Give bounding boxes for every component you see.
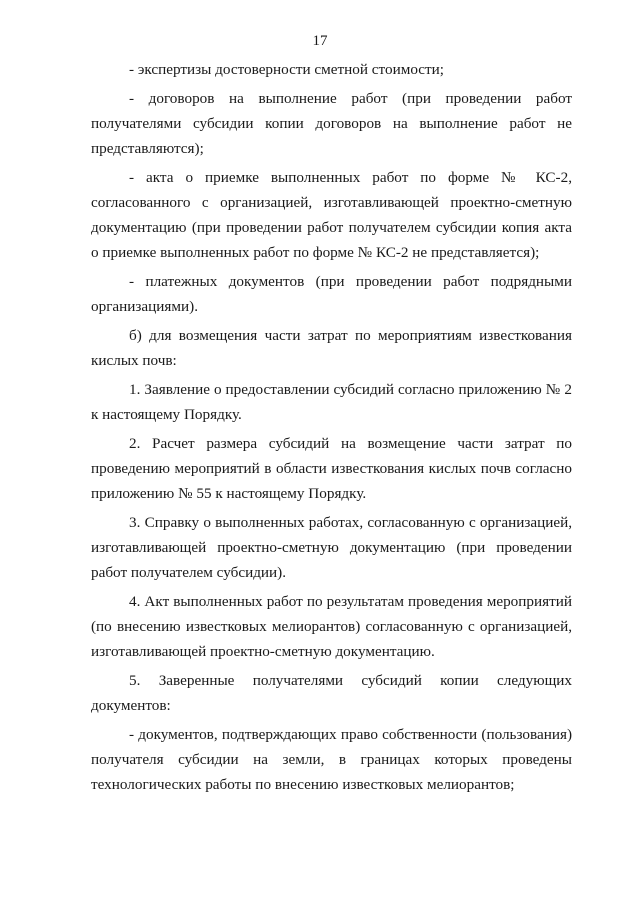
paragraph-acceptance-act: - акта о приемке выполненных работ по форме № КС-2, согласованного с организацией, изготавливающей проектно-сметную документацию (при проведении работ получателем субсидии копия акта о приемке выполненных работ по форме № КС-2 не представляется); — [91, 169, 572, 261]
paragraph-ownership-documents: - документов, подтверждающих право собственности (пользования) получателя субсидии на земли, в границах которых проведены технологических работы по внесению известковых мелиорантов; — [91, 726, 572, 793]
paragraph-item-2: 2. Расчет размера субсидий на возмещение части затрат по проведению мероприятий в области известкования кислых почв согласно приложению № 55 к настоящему Порядку. — [91, 435, 572, 502]
paragraph-item-5: 5. Заверенные получателями субсидий копии следующих документов: — [91, 672, 572, 714]
paragraph-item-1: 1. Заявление о предоставлении субсидий согласно приложению № 2 к настоящему Порядку. — [91, 381, 572, 423]
paragraph-contracts: - договоров на выполнение работ (при проведении работ получателями субсидии копии договоров на выполнение работ не представляются); — [91, 90, 572, 157]
paragraph-payment-documents: - платежных документов (при проведении работ подрядными организациями). — [91, 273, 572, 315]
document-body — [91, 57, 572, 797]
paragraph-item-4: 4. Акт выполненных работ по результатам проведения мероприятий (по внесению известковых мелиорантов) согласованную с организацией, изготавливающей проектно-сметную документацию. — [91, 593, 572, 660]
page-number: 17 — [312, 33, 328, 49]
paragraph-liming-heading: б) для возмещения части затрат по мероприятиям известкования кислых почв: — [91, 327, 572, 369]
paragraph-expertise: - экспертизы достоверности сметной стоимости; — [129, 61, 445, 78]
paragraph-item-3: 3. Справку о выполненных работах, согласованную с организацией, изготавливающей проектно-сметную документацию (при проведении работ получателем субсидии). — [91, 514, 572, 581]
